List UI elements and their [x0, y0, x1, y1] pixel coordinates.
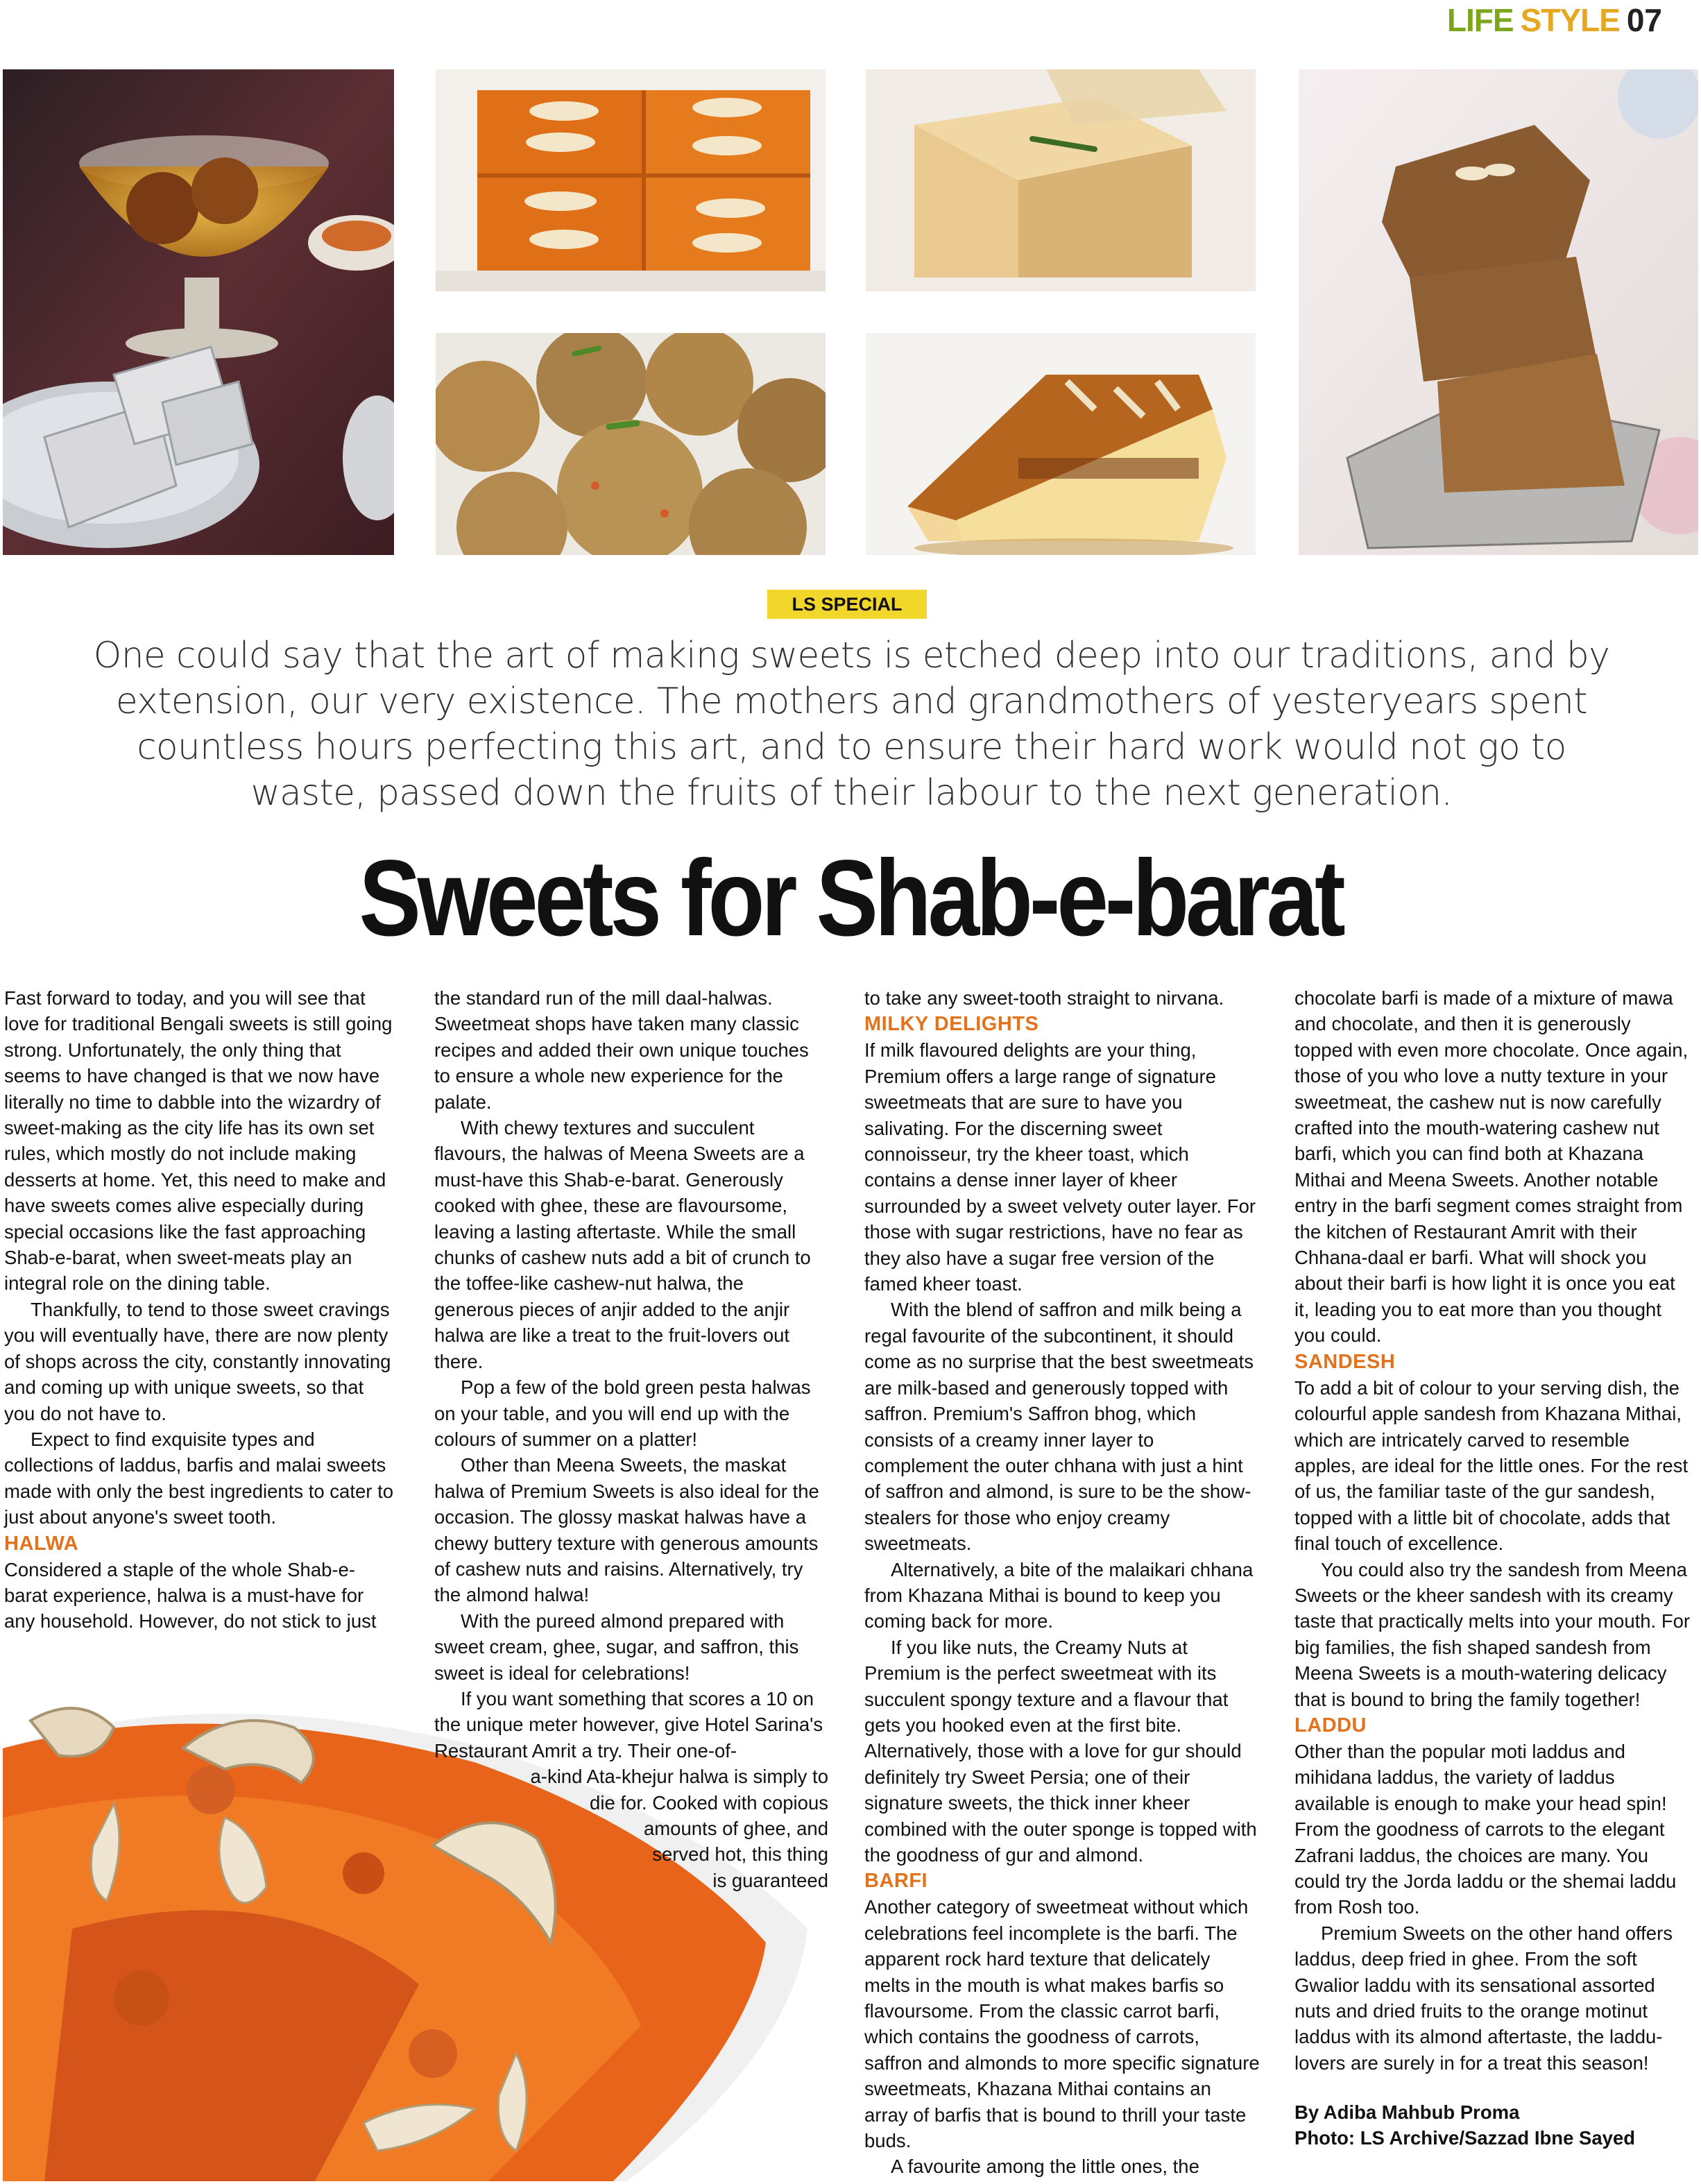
photo-credit: Photo: LS Archive/Sazzad Ibne Sayed — [1294, 2127, 1636, 2149]
section-name-life: LIFE — [1446, 2, 1514, 38]
paragraph: to take any sweet-tooth straight to nirvana. — [864, 987, 1224, 1009]
paragraph: Expect to find exquisite types and collections of laddus, barfis and malai sweets made with only the best ingredients to cater to just about anyone's sweet tooth. — [4, 1428, 394, 1528]
paragraph: Another category of sweetmeat without which celebrations feel incomplete is the barfi. The apparent rock hard texture that delicately melts in the mouth is what makes barfis so flavoursome. From the classic carrot barfi, which contains the goodness of carrots, saffron and almonds to more specific signature sweetmeats, Khazana Mithai contains an array of barfis that is bound to thrill your taste buds. — [864, 1896, 1260, 2152]
paragraph: Other than Meena Sweets, the maskat halwa of Premium Sweets is also ideal for the occasion. The glossy maskat halwas have a chewy buttery texture with generous amounts of cashew nuts and raisins. Alternatively, try the almond halwa! — [434, 1454, 819, 1606]
laddus-photo — [436, 333, 826, 555]
ls-special-tag: LS SPECIAL — [767, 590, 927, 619]
paragraph: With the blend of saffron and milk being a regal favourite of the subcontinent, it should come as no surprise that the best sweetmeats are milk-based and generously topped with saffron. Premium's Saffron bhog, which consists of a creamy inner layer to complement the outer chhana with just a hint of saffron and almond, is sure to be the show-stealers for those who enjoy creamy sweetmeats. — [864, 1299, 1254, 1555]
paragraph: chocolate barfi is made of a mixture of mawa and chocolate, and then it is generously topped with even more chocolate. Once again, those of you who love a nutty texture in your sweetmeat, the cashew nut is now carefully crafted into the mouth-watering cashew nut barfi, which you can find both at Khazana Mithai and Meena Sweets. Another notable entry in the barfi segment comes straight from the kitchen of Restaurant Amrit with their Chhana-daal er barfi. What will shock you about their barfi is how light it is once you eat it, leading you to eat more than you thought you could. — [1294, 987, 1689, 1347]
kheer-toast-slice-photo — [866, 333, 1256, 555]
paragraph: If you want something that scores a 10 on the unique meter however, give Hotel Sarina's Restaurant Amrit a try. Their one-of- — [434, 1687, 823, 1761]
wrapped-text-line: is guaranteed — [712, 1869, 828, 1891]
subheading-laddu: LADDU — [1294, 1714, 1367, 1737]
subheading-sandesh: SANDESH — [1294, 1350, 1396, 1373]
paragraph: If you like nuts, the Creamy Nuts at Premium is the perfect sweetmeat with its succulent spongy texture and a flavour that gets you hooked even at the first bite. Alternatively, those with a love for gur should definitely try Sweet Persia; one of their signature sweets, the thick inner kheer combined with the outer sponge is topped with the goodness of gur and almond. — [864, 1636, 1257, 1866]
paragraph: With chewy textures and succulent flavours, the halwas of Meena Sweets are a must-have this Shab-e-barat. Generously cooked with ghee, these are flavoursome, leaving a lasting aftertaste. While the small chunks of cashew nuts add a bit of crunch to the toffee-like cashew-nut halwa, the generous pieces of anjir added to the anjir halwa are like a treat to the fruit-lovers out there. — [434, 1117, 811, 1372]
subheading-barfi: BARFI — [864, 1870, 928, 1893]
page-header — [1447, 1, 1662, 37]
paragraph: Considered a staple of the whole Shab-e-barat experience, halwa is a must-have for any household. However, do not stick to just — [4, 1558, 377, 1632]
wrapped-text-line: die for. Cooked with copious — [590, 1791, 828, 1814]
article-column-3 — [864, 985, 1260, 2180]
paragraph: Fast forward to today, and you will see that love for traditional Bengali sweets is still going strong. Unfortunately, the only thing that seems to have changed is that we now have literally no time to dabble into the wizardry of sweet-making as the city life has its own set rules, which mostly do not include making desserts at home. Yet, this need to make and have sweets comes alive especially during special occasions like the fast approaching Shab-e-barat, when sweet-meats play an integral role on the dining table. — [4, 987, 393, 1295]
paragraph: Premium Sweets on the other hand offers laddus, deep fried in ghee. From the soft Gwalior laddu with its sensational assorted nuts and dried fruits to the orange motinut laddus with its almond aftertaste, the laddu-lovers are surely in for a treat this season! — [1294, 1922, 1673, 2074]
paragraph: Thankfully, to tend to those sweet cravings you will eventually have, there are now plenty of shops across the city, constantly innovating and coming up with unique sweets, so that you do not have to. — [4, 1298, 391, 1424]
paragraph: With the pureed almond prepared with sweet cream, ghee, sugar, and saffron, this sweet is ideal for celebrations! — [434, 1610, 799, 1684]
wrapped-text-line: amounts of ghee, and — [643, 1818, 828, 1839]
sandesh-square-photo — [866, 69, 1256, 291]
subheading-halwa: HALWA — [4, 1532, 79, 1555]
wrapped-text-line: a-kind Ata-khejur halwa is simply to — [530, 1766, 828, 1788]
page-number: 07 — [1626, 2, 1662, 38]
paragraph: A favourite among the little ones, the — [891, 2156, 1199, 2178]
section-name-style: STYLE — [1520, 2, 1620, 38]
paragraph: Pop a few of the bold green pesta halwas on your table, and you will end up with the colours of summer on a platter! — [434, 1376, 811, 1450]
wrapped-text-line: served hot, this thing — [652, 1843, 828, 1866]
article-column-2 — [434, 985, 828, 1893]
subheading-milky-delights: MILKY DELIGHTS — [864, 1013, 1039, 1036]
article-title: Sweets for Shab-e-barat — [359, 838, 1342, 959]
article-column-1 — [4, 985, 398, 1635]
paragraph: To add a bit of colour to your serving dish, the colourful apple sandesh from Khazana Mithai, which are intricately carved to resemble apples, are ideal for the little ones. For the rest of us, the familiar taste of the gur sandesh, topped with a little bit of chocolate, adds that final touch of excellence. — [1294, 1376, 1689, 1555]
article-column-4 — [1294, 985, 1694, 2151]
orange-halwa-squares-photo — [436, 69, 826, 291]
gulab-jamun-and-silver-barfi-photo — [3, 69, 394, 555]
stacked-halwa-pieces-photo — [1299, 69, 1698, 555]
intro-deck: One could say that the art of making sweets is etched deep into our traditions, and by extension, our very existence. The mothers and grandmothers of yesteryears spent countless hours perfecting this art, and to ensure their hard work would not go to waste, passed down the fruits of their labour to the next generation. — [93, 635, 1610, 814]
paragraph: Alternatively, a bite of the malaikari chhana from Khazana Mithai is bound to keep you coming back for more. — [864, 1558, 1254, 1632]
paragraph: the standard run of the mill daal-halwas. Sweetmeat shops have taken many classic recipes and added their own unique touches to ensure a whole new experience for the palate. — [434, 987, 809, 1113]
paragraph: Other than the popular moti laddus and mihidana laddus, the variety of laddus available is enough to make your head spin! From the goodness of carrots to the elegant Zafrani laddus, the choices are many. You could try the Jorda laddu or the shemai laddu from Rosh too. — [1294, 1740, 1677, 1918]
paragraph: You could also try the sandesh from Meena Sweets or the kheer sandesh with its creamy taste that practically melts into your mouth. For big families, the fish shaped sandesh from Meena Sweets is a mouth-watering delicacy that is bound to bring the family together! — [1294, 1558, 1691, 1710]
author-byline: By Adiba Mahbub Proma — [1294, 2101, 1520, 2124]
paragraph: If milk flavoured delights are your thing, Premium offers a large range of signature sweetmeats that are sure to have you salivating. For the discerning sweet connoisseur, try the kheer toast, which contains a dense inner layer of kheer surrounded by a sweet velvety outer layer. For those with sugar restrictions, have no fear as they also have a sugar free version of the famed kheer toast. — [864, 1039, 1256, 1295]
